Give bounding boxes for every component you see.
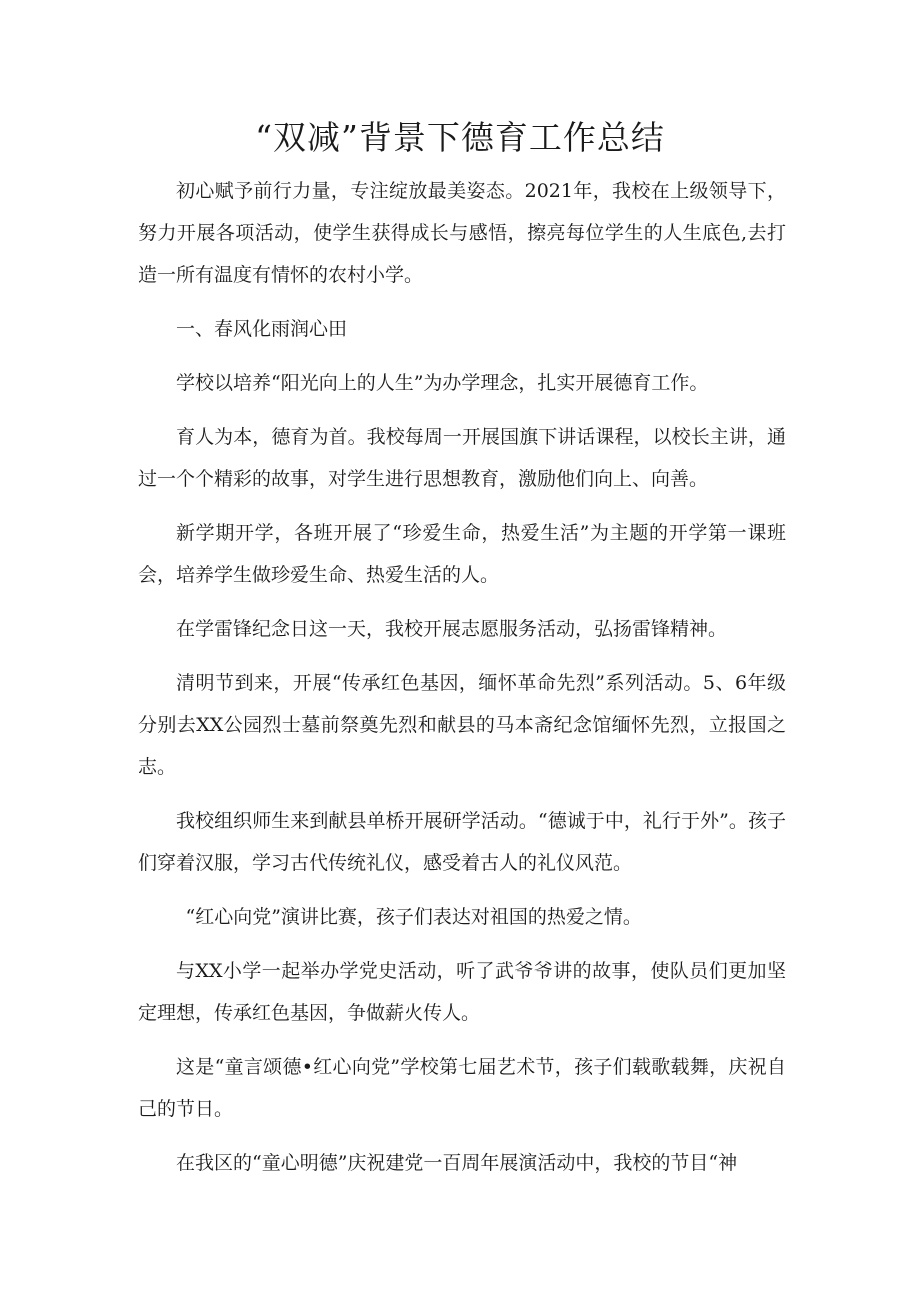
paragraph: 在学雷锋纪念日这一天，我校开展志愿服务活动，弘扬雷锋精神。 bbox=[176, 618, 728, 640]
paragraph-intro: 初心赋予前行力量，专注绽放最美姿态。2021年，我校在上级领导下，努力开展各项活动，使学生获得成长与感悟，擦亮每位学生的人生底色,去打造一所有温度有情怀的农村小学。 bbox=[138, 180, 786, 286]
document-title: “双减”背景下德育工作总结 bbox=[255, 118, 665, 157]
paragraph: 在我区的“童心明德”庆祝建党一百周年展演活动中，我校的节目“神 bbox=[176, 1152, 738, 1174]
paragraph: 新学期开学，各班开展了“珍爱生命，热爱生活”为主题的开学第一课班会，培养学生做珍爱生命、热爱生活的人。 bbox=[138, 522, 786, 586]
paragraph: 我校组织师生来到献县单桥开展研学活动。“德诚于中，礼行于外”。孩子们穿着汉服，学习古代传统礼仪，感受着古人的礼仪风范。 bbox=[138, 810, 786, 874]
paragraph: 与XX小学一起举办学党史活动，听了武爷爷讲的故事，使队员们更加坚定理想，传承红色基因，争做薪火传人。 bbox=[138, 960, 786, 1024]
paragraph: 清明节到来，开展“传承红色基因，缅怀革命先烈”系列活动。5、6年级分别去XX公园烈士墓前祭奠先烈和献县的马本斋纪念馆缅怀先烈，立报国之志。 bbox=[138, 672, 786, 778]
document-body bbox=[138, 170, 786, 1196]
paragraph: 这是“童言颂德•红心向党”学校第七届艺术节，孩子们载歌载舞，庆祝自己的节日。 bbox=[138, 1056, 786, 1120]
paragraph: 学校以培养“阳光向上的人生”为办学理念，扎实开展德育工作。 bbox=[176, 372, 709, 394]
paragraph: 育人为本，德育为首。我校每周一开展国旗下讲话课程，以校长主讲，通过一个个精彩的故事，对学生进行思想教育，激励他们向上、向善。 bbox=[138, 426, 786, 490]
paragraph: “红心向党”演讲比赛，孩子们表达对祖国的热爱之情。 bbox=[185, 906, 642, 928]
section-heading: 一、春风化雨润心田 bbox=[176, 318, 348, 340]
